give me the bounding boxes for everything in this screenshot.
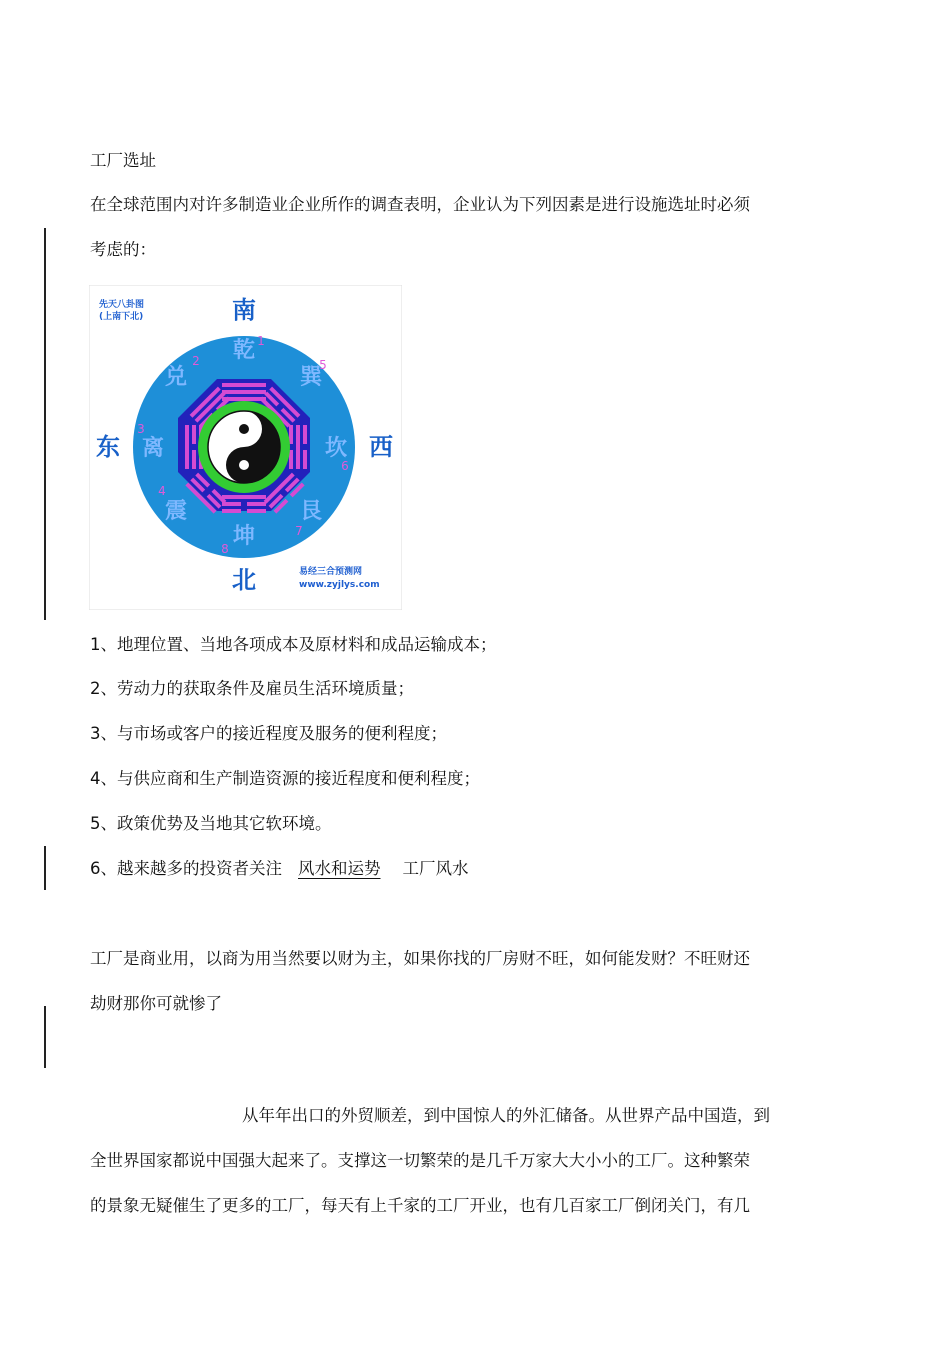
svg-text:8: 8 (221, 542, 229, 556)
corner-label-2: (上南下北) (99, 312, 144, 322)
item6-prefix: 6、越来越多的投资者关注 (90, 859, 282, 878)
item6-suffix: 工厂风水 (402, 859, 469, 878)
trigram-li: 离 (141, 435, 165, 461)
para3-line-1: 从年年出口的外贸顺差，到中国惊人的外汇储备。从世界产品中国造，到 (242, 1106, 770, 1125)
direction-east: 东 (96, 432, 120, 461)
trigram-kan: 坎 (324, 435, 348, 461)
list-item: 4、与供应商和生产制造资源的接近程度和便利程度； (90, 769, 480, 788)
svg-text:3: 3 (137, 422, 145, 436)
svg-text:2: 2 (192, 354, 200, 368)
list-item-6 (90, 858, 469, 880)
list-item: 3、与市场或客户的接近程度及服务的便利程度； (90, 724, 447, 743)
margin-bar (44, 846, 46, 890)
para3-line-2: 全世界国家都说中国强大起来了。支撑这一切繁荣的是几千万家大大小小的工厂。这种繁荣 (90, 1151, 750, 1170)
svg-text:7: 7 (295, 524, 303, 538)
direction-west: 西 (369, 432, 393, 461)
para2-line-1: 工厂是商业用，以商为用当然要以财为主，如果你找的厂房财不旺，如何能发财？不旺财还 (90, 949, 750, 968)
svg-text:5: 5 (319, 358, 327, 372)
intro-line-1: 在全球范围内对许多制造业企业所作的调查表明，企业认为下列因素是进行设施选址时必须 (90, 195, 750, 214)
margin-bar (44, 1006, 46, 1068)
heading: 工厂选址 (90, 151, 156, 170)
trigram-zhen: 震 (164, 498, 188, 524)
margin-bar (44, 228, 46, 620)
fengshui-link[interactable]: 风水和运势 (298, 859, 381, 878)
watermark-2: www.zyjlys.com (299, 580, 380, 590)
list-item: 1、地理位置、当地各项成本及原材料和成品运输成本； (90, 635, 497, 654)
svg-text:6: 6 (341, 459, 349, 473)
para2-line-2: 劫财那你可就惨了 (90, 994, 222, 1013)
trigram-kun: 坤 (232, 523, 256, 549)
direction-north: 北 (232, 565, 256, 594)
watermark-1: 易经三合预测网 (299, 567, 363, 577)
bagua-diagram (89, 285, 402, 610)
list-item: 5、政策优势及当地其它软环境。 (90, 814, 332, 833)
yin-yang-icon (208, 411, 280, 483)
svg-text:1: 1 (257, 334, 265, 348)
trigram-qian: 乾 (232, 337, 256, 363)
corner-label-1: 先天八卦图 (99, 300, 145, 310)
para3-line-3: 的景象无疑催生了更多的工厂，每天有上千家的工厂开业，也有几百家工厂倒闭关门，有几 (90, 1196, 750, 1215)
trigram-gen: 艮 (299, 498, 323, 524)
intro-line-2: 考虑的： (90, 240, 156, 259)
svg-text:4: 4 (158, 484, 166, 498)
list-item: 2、劳动力的获取条件及雇员生活环境质量； (90, 679, 414, 698)
trigram-xun: 巽 (299, 364, 323, 390)
direction-south: 南 (232, 295, 256, 324)
trigram-dui: 兑 (164, 364, 188, 390)
